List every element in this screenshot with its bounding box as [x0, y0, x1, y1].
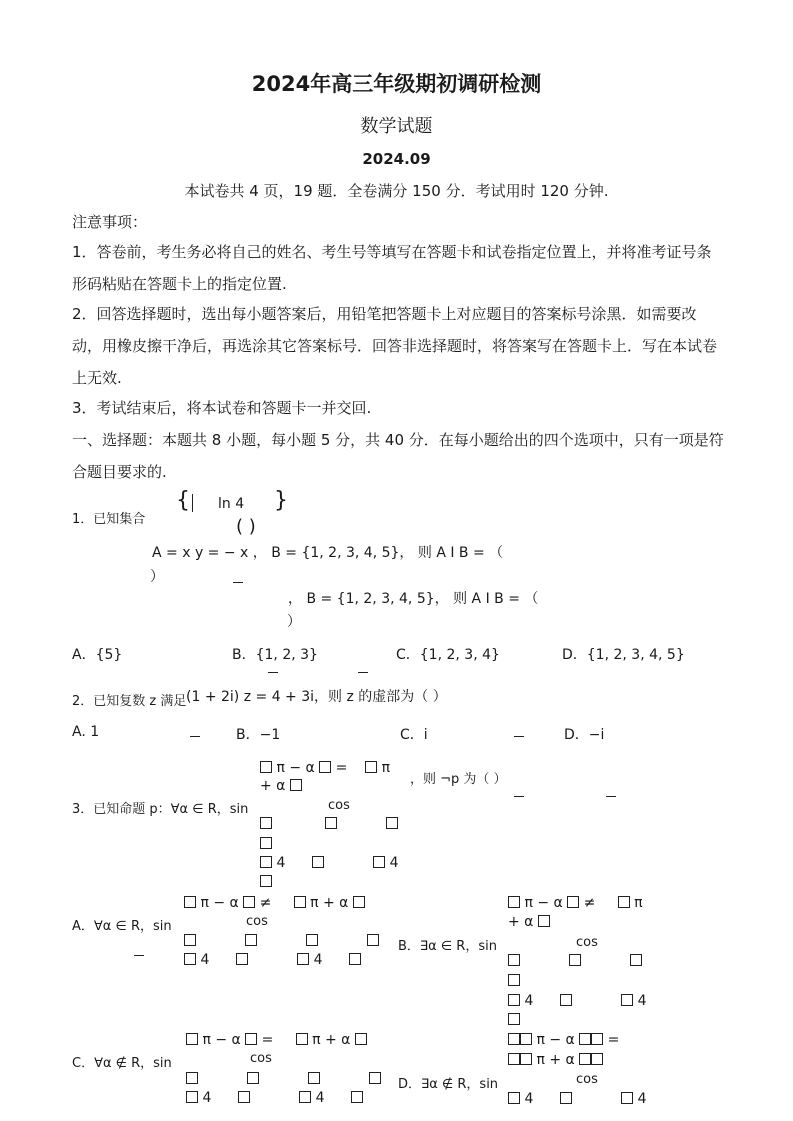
placeholder-box-icon: [296, 1033, 308, 1045]
q3a-dash: [134, 955, 144, 956]
placeholder-box-icon: [236, 953, 248, 965]
q3c-box-row: [186, 1071, 381, 1087]
placeholder-box-icon: [349, 953, 361, 965]
placeholder-box-icon: [508, 974, 520, 986]
q3d-four-row: [508, 1091, 647, 1107]
placeholder-box-icon: [260, 761, 272, 773]
note-1: 1．答卷前，考生务必将自己的姓名、考生号等填写在答题卡和试卷指定位置上，并将准考证号条形码粘贴在答题卡上的指定位置.: [72, 243, 712, 293]
placeholder-box-icon: [591, 1053, 603, 1065]
q3b-plus-alpha-row: [508, 914, 550, 930]
q3-four: 4: [389, 855, 399, 871]
notes-heading: 注意事项：: [72, 213, 148, 231]
q3-then: ，则 ¬p 为（ ）: [410, 772, 507, 787]
placeholder-box-icon: [369, 1072, 381, 1084]
q3-option-b[interactable]: B．∃α ∈ R，sin: [398, 939, 497, 954]
q3-four: 4: [637, 993, 647, 1009]
placeholder-box-icon: [297, 953, 309, 965]
placeholder-box-icon: [508, 1053, 520, 1065]
placeholder-box-icon: [508, 1033, 520, 1045]
placeholder-box-icon: [618, 896, 630, 908]
q3c-pi-minus-alpha: π − α: [202, 1032, 241, 1048]
q2-equation: (1 + 2i) z = 4 + 3i，则 z 的虚部为（ ）: [186, 689, 447, 705]
placeholder-box-icon: [184, 953, 196, 965]
placeholder-box-icon: [247, 1072, 259, 1084]
q1-line1: A = x y = − x ， B = {1, 2, 3, 4, 5}， 则 A I B = （: [152, 545, 504, 561]
placeholder-box-icon: [184, 896, 196, 908]
q1-dash: [233, 582, 243, 583]
note-3: 3．考试结束后，将本试卷和答题卡一并交回.: [72, 399, 372, 417]
q3-stem: 3．已知命题 p：∀α ∈ R，sin: [72, 802, 249, 817]
q3b-box-row-1: [508, 953, 642, 969]
q1-stem: 1．已知集合: [72, 512, 146, 527]
q1-bar: [192, 494, 193, 512]
q3-dash-1: [514, 796, 524, 797]
placeholder-box-icon: [621, 994, 633, 1006]
q3-option-c[interactable]: C．∀α ∉ R，sin: [72, 1056, 172, 1071]
q3d-pi-minus-alpha: π − α: [536, 1032, 575, 1048]
q3-pi: π: [381, 760, 391, 776]
q3-box-row-3: [260, 855, 399, 871]
q3d-eq: =: [607, 1032, 620, 1048]
placeholder-box-icon: [184, 934, 196, 946]
q1-line2: ， B = {1, 2, 3, 4, 5}， 则 A I B = （: [288, 591, 539, 607]
q2-dash-a: [190, 736, 200, 737]
q3-four: 4: [313, 952, 323, 968]
q3b-top: [508, 895, 643, 911]
q3a-cos: cos: [246, 914, 268, 929]
q3a-box-row: [184, 933, 379, 949]
q3b-plus-alpha: + α: [508, 914, 534, 930]
placeholder-box-icon: [373, 856, 385, 868]
q3a-top: [184, 895, 365, 911]
q3-box-row-1: [260, 816, 398, 832]
q3c-pi-plus-alpha: π + α: [312, 1032, 351, 1048]
placeholder-box-icon: [306, 934, 318, 946]
q3-four: 4: [202, 1090, 212, 1106]
placeholder-box-icon: [238, 1091, 250, 1103]
placeholder-box-icon: [386, 817, 398, 829]
q1-option-d[interactable]: D．{1, 2, 3, 4, 5}: [562, 647, 685, 663]
q1-brace-left: {: [176, 488, 190, 513]
placeholder-box-icon: [260, 837, 272, 849]
placeholder-box-icon: [290, 779, 302, 791]
q1-brace-right: }: [274, 488, 288, 513]
q3c-cos: cos: [250, 1051, 272, 1066]
placeholder-box-icon: [319, 761, 331, 773]
q2-option-a[interactable]: A. 1: [72, 724, 100, 740]
q3-four: 4: [315, 1090, 325, 1106]
placeholder-box-icon: [630, 954, 642, 966]
q3b-four-row: [508, 993, 647, 1009]
q2-option-b[interactable]: B．−1: [236, 727, 281, 743]
q1-ln4: ln 4: [218, 496, 245, 512]
placeholder-box-icon: [560, 994, 572, 1006]
placeholder-box-icon: [508, 896, 520, 908]
placeholder-box-icon: [245, 934, 257, 946]
placeholder-box-icon: [508, 1092, 520, 1104]
q2-option-d[interactable]: D．−i: [564, 727, 605, 743]
placeholder-box-icon: [325, 817, 337, 829]
q1-dash-c: [358, 672, 368, 673]
q3-four: 4: [524, 993, 534, 1009]
q3-frag-top: [260, 760, 390, 776]
q1-option-c[interactable]: C．{1, 2, 3, 4}: [396, 647, 500, 663]
placeholder-box-icon: [520, 1033, 532, 1045]
q3d-cos: cos: [576, 1072, 598, 1087]
placeholder-box-icon: [365, 761, 377, 773]
q2-stem: 2．已知复数 z 满足: [72, 694, 187, 709]
placeholder-box-icon: [520, 1053, 532, 1065]
section-heading: 一、选择题：本题共 8 小题，每小题 5 分，共 40 分．在每小题给出的四个选项中，只有一项是符合题目要求的.: [72, 431, 724, 481]
placeholder-box-icon: [186, 1091, 198, 1103]
q1-option-b[interactable]: B．{1, 2, 3}: [232, 647, 318, 663]
placeholder-box-icon: [508, 994, 520, 1006]
q3-pi-minus-alpha: π − α: [276, 760, 315, 776]
q3b-pi-minus-alpha: π − α: [524, 895, 563, 911]
q3-dash-2: [606, 796, 616, 797]
exam-info: 本试卷共 4 页，19 题．全卷满分 150 分．考试用时 120 分钟.: [184, 182, 609, 200]
q3-box-row-2: [260, 836, 272, 852]
q3c-top: [186, 1032, 367, 1048]
exam-date: 2024.09: [362, 150, 431, 168]
placeholder-box-icon: [351, 1091, 363, 1103]
placeholder-box-icon: [560, 1092, 572, 1104]
placeholder-box-icon: [567, 896, 579, 908]
q1-line1-end: ）: [150, 569, 164, 585]
q3-box-row-4: [260, 874, 272, 890]
placeholder-box-icon: [579, 1053, 591, 1065]
placeholder-box-icon: [245, 1033, 257, 1045]
placeholder-box-icon: [508, 1013, 520, 1025]
q3c-eq: =: [261, 1032, 274, 1048]
placeholder-box-icon: [591, 1033, 603, 1045]
q3b-box-row-3: [508, 1012, 520, 1028]
placeholder-box-icon: [538, 915, 550, 927]
exam-title: 2024年高三年级期初调研检测: [251, 72, 542, 96]
q1-line2-end: ）: [287, 614, 301, 630]
q3-eq: =: [335, 760, 348, 776]
q3a-neq: ≠: [259, 895, 272, 911]
placeholder-box-icon: [260, 875, 272, 887]
q3b-pi: π: [634, 895, 643, 911]
q3b-neq: ≠: [583, 895, 596, 911]
q3a-four-row: [184, 952, 361, 968]
q3a-pi-plus-alpha: π + α: [310, 895, 349, 911]
q3-cos: cos: [328, 798, 350, 813]
placeholder-box-icon: [508, 954, 520, 966]
q3b-box-row-2: [508, 973, 520, 989]
q2-option-c[interactable]: C．i: [400, 727, 428, 743]
placeholder-box-icon: [355, 1033, 367, 1045]
placeholder-box-icon: [579, 1033, 591, 1045]
q3-four: 4: [200, 952, 210, 968]
placeholder-box-icon: [569, 954, 581, 966]
subject-title: 数学试题: [360, 116, 433, 137]
q3c-four-row: [186, 1090, 363, 1106]
placeholder-box-icon: [308, 1072, 320, 1084]
placeholder-box-icon: [367, 934, 379, 946]
note-2: 2．回答选择题时，选出每小题答案后，用铅笔把答题卡上对应题目的答案标号涂黑．如需要改动，用橡皮擦干净后，再选涂其它答案标号．回答非选择题时，将答案写在答题卡上．写在本试卷上无效.: [72, 305, 718, 387]
placeholder-box-icon: [260, 817, 272, 829]
q1-option-a[interactable]: A．{5}: [72, 647, 123, 663]
placeholder-box-icon: [260, 856, 272, 868]
q2-dash-c: [514, 736, 524, 737]
q3d-pi-plus-alpha: π + α: [536, 1052, 575, 1068]
q3a-pi-minus-alpha: π − α: [200, 895, 239, 911]
q3b-cos: cos: [576, 935, 598, 950]
placeholder-box-icon: [299, 1091, 311, 1103]
q3d-top: [508, 1032, 619, 1048]
q3-four: 4: [276, 855, 286, 871]
placeholder-box-icon: [294, 896, 306, 908]
q3-option-a[interactable]: A．∀α ∈ R，sin: [72, 919, 172, 934]
q3-plus-alpha: + α: [260, 778, 286, 794]
placeholder-box-icon: [621, 1092, 633, 1104]
q3-plus-alpha-row: [260, 778, 302, 794]
placeholder-box-icon: [312, 856, 324, 868]
placeholder-box-icon: [186, 1072, 198, 1084]
q1-answer-paren: ( ): [236, 516, 256, 537]
q3d-second: [508, 1052, 603, 1068]
placeholder-box-icon: [186, 1033, 198, 1045]
placeholder-box-icon: [243, 896, 255, 908]
q1-dash-b: [268, 672, 278, 673]
q3-four: 4: [524, 1091, 534, 1107]
q3-four: 4: [637, 1091, 647, 1107]
q3-option-d[interactable]: D．∃α ∉ R，sin: [398, 1077, 499, 1092]
placeholder-box-icon: [353, 896, 365, 908]
